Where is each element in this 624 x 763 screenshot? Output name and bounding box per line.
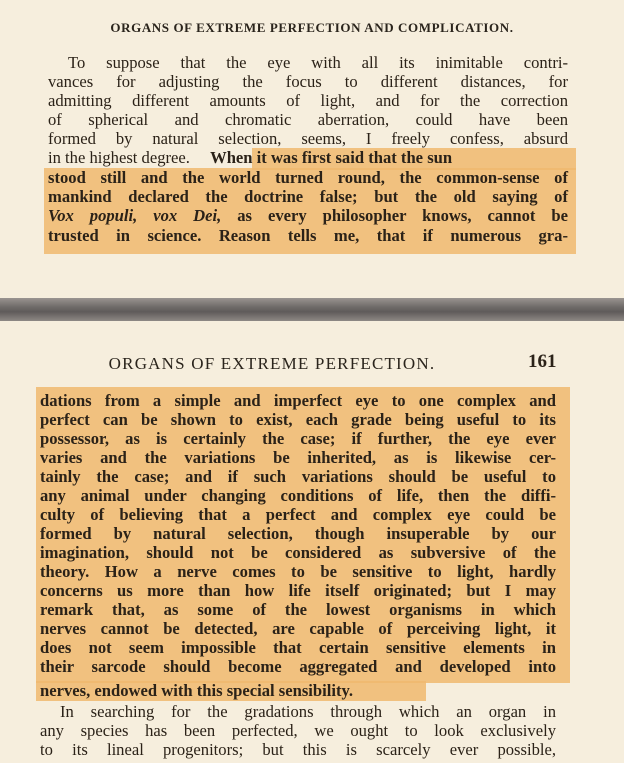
page-number: 161 — [528, 351, 557, 372]
text-line: of spherical and chromatic aberration, could have been — [48, 110, 568, 129]
top-book-page — [0, 0, 624, 298]
text-line — [48, 148, 568, 167]
text-line: In searching for the gradations through which an organ in — [60, 702, 556, 721]
text-line: vances for adjusting the focus to different distances, for — [48, 72, 568, 91]
text-span: as every philosopher knows, cannot be — [237, 206, 568, 225]
highlighted-line: theory. How a nerve comes to be sensitive to light, hardly — [40, 562, 556, 581]
latin-phrase: Vox populi, vox Dei, — [48, 206, 222, 225]
highlighted-line: perfect can be shown to exist, each grade being useful to its — [40, 410, 556, 429]
highlighted-line: tainly the case; and if such variations should be useful to — [40, 467, 556, 486]
bottom-book-page — [0, 321, 624, 763]
text-line: formed by natural selection, seems, I freely confess, absurd — [48, 129, 568, 148]
running-header-bottom: ORGANS OF EXTREME PERFECTION. — [108, 354, 436, 373]
highlighted-line: trusted in science. Reason tells me, that if numerous gra- — [48, 226, 568, 245]
highlighted-span: When it was first said that the sun — [210, 148, 453, 167]
text-line: any species has been perfected, we ought to look exclusively — [40, 721, 556, 740]
text-line: To suppose that the eye with all its inimitable contri- — [68, 53, 568, 72]
text-line: admitting different amounts of light, and for the correction — [48, 91, 568, 110]
highlighted-line: mankind declared the doctrine false; but the old saying of — [48, 187, 568, 206]
text-span: in the highest degree. — [48, 148, 190, 167]
highlighted-line: remark that, as some of the lowest organisms in which — [40, 600, 556, 619]
highlighted-line: dations from a simple and imperfect eye to one complex and — [40, 391, 556, 410]
highlighted-line: culty of believing that a perfect and complex eye could be — [40, 505, 556, 524]
highlighted-line: formed by natural selection, though insuperable by our — [40, 524, 556, 543]
highlighted-line: their sarcode should become aggregated and developed into — [40, 657, 556, 676]
highlighted-line: imagination, should not be considered as subversive of the — [40, 543, 556, 562]
highlighted-line: any animal under changing conditions of life, then the diffi- — [40, 486, 556, 505]
highlighted-line: nerves cannot be detected, are capable of perceiving light, it — [40, 619, 556, 638]
highlighted-line — [48, 206, 568, 225]
page-divider — [0, 298, 624, 321]
highlighted-line: nerves, endowed with this special sensibility. — [40, 681, 354, 700]
highlighted-line: varies and the variations be inherited, as is likewise cer- — [40, 448, 556, 467]
highlighted-line: does not seem impossible that certain sensitive elements in — [40, 638, 556, 657]
highlighted-line: possessor, as is certainly the case; if further, the eye ever — [40, 429, 556, 448]
running-header-top: ORGANS OF EXTREME PERFECTION AND COMPLICATION. — [110, 20, 514, 35]
text-line: to its lineal progenitors; but this is scarcely ever possible, — [40, 740, 556, 759]
highlighted-line: concerns us more than how life itself originated; but I may — [40, 581, 556, 600]
highlighted-line: stood still and the world turned round, the common-sense of — [48, 168, 568, 187]
